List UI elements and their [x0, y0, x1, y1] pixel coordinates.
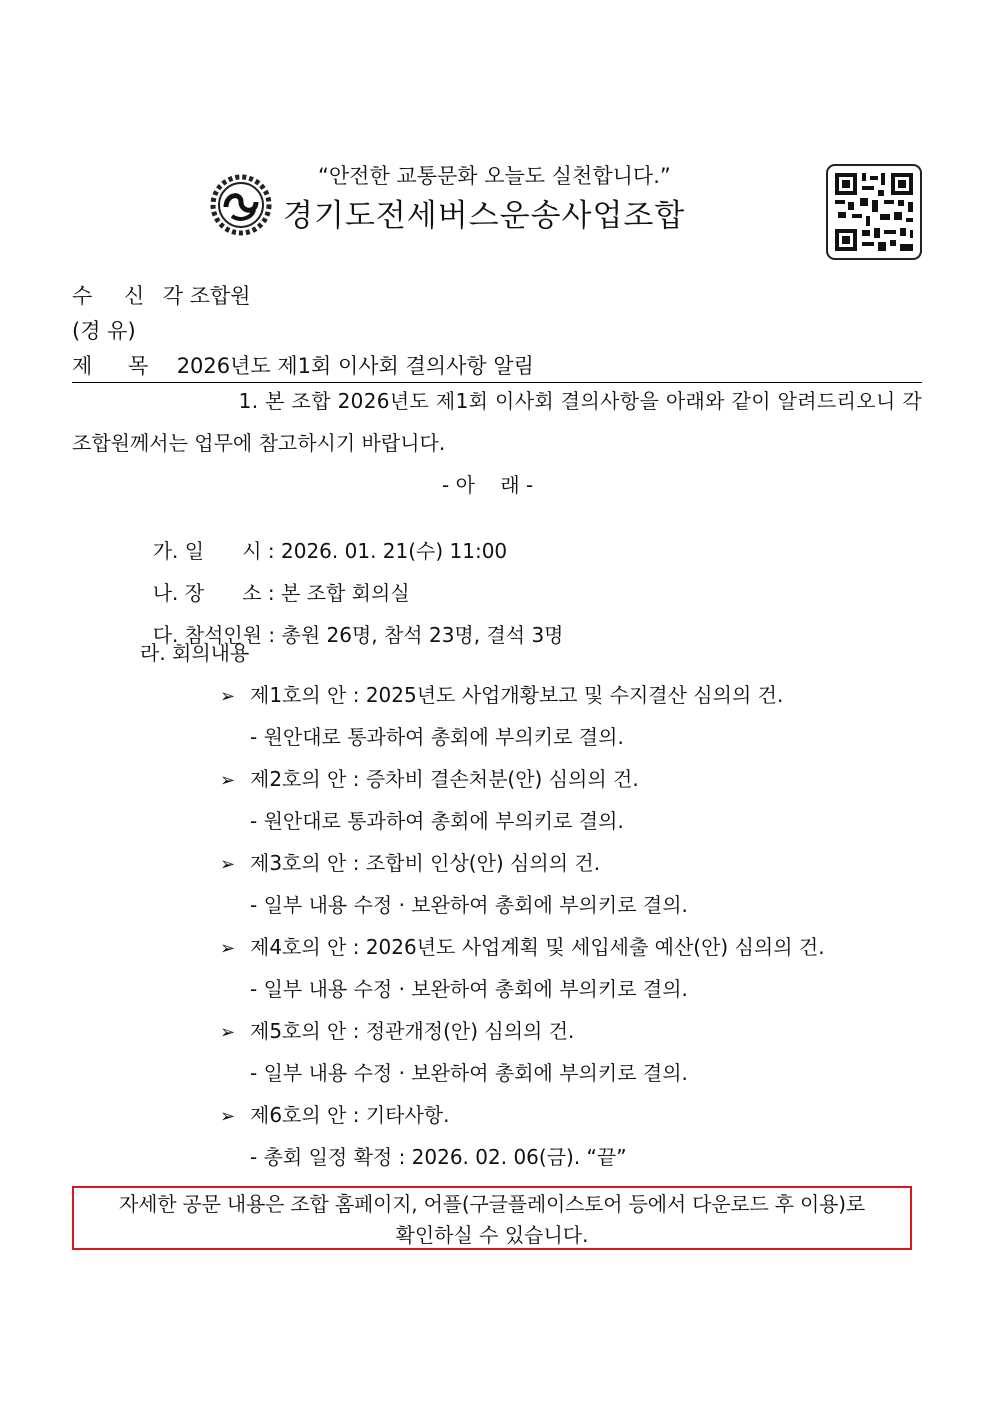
agenda-6-title: ➢ 제6호의 안 : 기타사항. — [220, 1103, 450, 1127]
recipient-row: 수 신 각 조합원 — [72, 284, 251, 308]
agenda-2-title: ➢ 제2호의 안 : 증차비 결손처분(안) 심의의 건. — [220, 767, 639, 791]
organization-name: 경기도전세버스운송사업조합 — [283, 198, 686, 234]
union-logo-icon — [210, 174, 272, 236]
subject-value: 2026년도 제1회 이사회 결의사항 알림 — [176, 354, 534, 378]
subject-row: 제 목 2026년도 제1회 이사회 결의사항 알림 — [72, 350, 922, 383]
notice-box — [72, 1186, 912, 1250]
arrow-icon: ➢ — [220, 1022, 236, 1043]
via-row: (경 유) — [72, 319, 136, 343]
notice-line-2: 확인하실 수 있습니다. — [395, 1223, 589, 1247]
item-place: 나. 장 소 : 본 조합 회의실 — [152, 581, 410, 605]
recipient-value: 각 조합원 — [162, 284, 251, 308]
agenda-5-result: - 일부 내용 수정 · 보완하여 총회에 부의키로 결의. — [250, 1061, 688, 1085]
arrow-icon: ➢ — [220, 854, 236, 875]
agenda-5-title: ➢ 제5호의 안 : 정관개정(안) 심의의 건. — [220, 1019, 575, 1043]
arrow-icon: ➢ — [220, 770, 236, 791]
intro-line-1: 1. 본 조합 2026년도 제1회 이사회 결의사항을 아래와 같이 알려드리오니 각 — [238, 389, 922, 413]
notice-line-1: 자세한 공문 내용은 조합 홈페이지, 어플(구글플레이스토어 등에서 다운로드 후 이용)로 — [119, 1192, 865, 1216]
agenda-6-result: - 총회 일정 확정 : 2026. 02. 06(금). “끝” — [250, 1145, 627, 1169]
item-agenda-heading: 라. 회의내용 — [140, 641, 250, 665]
slogan: “안전한 교통문화 오늘도 실천합니다.” — [318, 164, 671, 188]
below-heading: - 아 래 - — [442, 473, 534, 497]
agenda-3-title: ➢ 제3호의 안 : 조합비 인상(안) 심의의 건. — [220, 851, 601, 875]
agenda-3-result: - 일부 내용 수정 · 보완하여 총회에 부의키로 결의. — [250, 893, 688, 917]
qr-code-icon[interactable] — [826, 164, 922, 260]
agenda-4-title: ➢ 제4호의 안 : 2026년도 사업계획 및 세입세출 예산(안) 심의의 건. — [220, 935, 825, 959]
arrow-icon: ➢ — [220, 686, 236, 707]
arrow-icon: ➢ — [220, 938, 236, 959]
agenda-1-title: ➢ 제1호의 안 : 2025년도 사업개황보고 및 수지결산 심의의 건. — [220, 683, 784, 707]
intro-line-2: 조합원께서는 업무에 참고하시기 바랍니다. — [72, 431, 446, 455]
item-datetime: 가. 일 시 : 2026. 01. 21(수) 11:00 — [152, 539, 508, 563]
agenda-1-result: - 원안대로 통과하여 총회에 부의키로 결의. — [250, 725, 624, 749]
item-attendance: 다. 참석인원 : 총원 26명, 참석 23명, 결석 3명 — [152, 623, 564, 647]
arrow-icon: ➢ — [220, 1106, 236, 1127]
agenda-4-result: - 일부 내용 수정 · 보완하여 총회에 부의키로 결의. — [250, 977, 688, 1001]
agenda-2-result: - 원안대로 통과하여 총회에 부의키로 결의. — [250, 809, 624, 833]
